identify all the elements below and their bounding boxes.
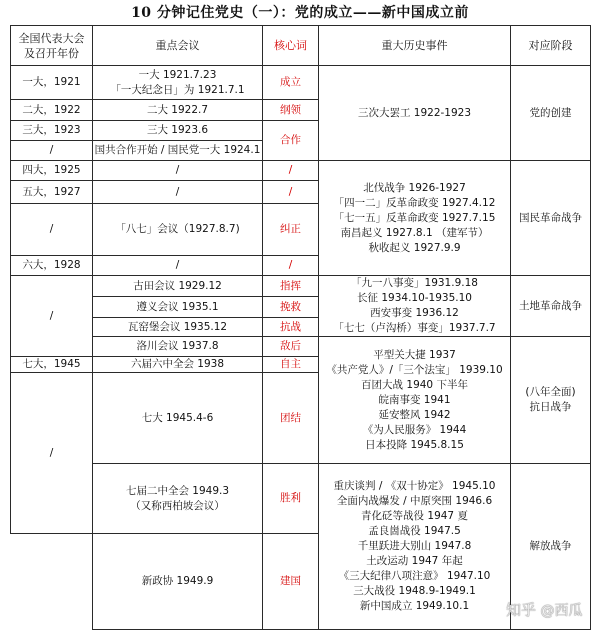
congress-cell-line: 七大，1945 (22, 358, 81, 370)
congress-cell (10, 65, 93, 100)
meeting-cell (92, 140, 263, 161)
event-cell-line: 西安事变 1936.12 (370, 307, 459, 319)
event-cell (318, 463, 511, 630)
event-cell-line: 南昌起义 1927.8.1 （建军节） (340, 226, 489, 239)
meeting-cell-line: 二大 1922.7 (146, 103, 209, 116)
congress-cell-line: 一大，1921 (22, 76, 81, 88)
meeting-cell-line: 六届六中全会 1938 (130, 358, 225, 370)
event-cell (318, 65, 511, 161)
congress-cell (10, 180, 93, 204)
header-cell-line: 核心词 (274, 39, 307, 52)
congress-cell-line: / (49, 446, 54, 459)
congress-cell (10, 203, 93, 256)
meeting-cell (92, 65, 263, 100)
page-title: 10 分钟记住党史（一）：党的成立——新中国成立前 (131, 5, 469, 21)
keyword-cell (262, 533, 319, 630)
meeting-cell (92, 255, 263, 276)
keyword-cell (262, 372, 319, 464)
event-cell-line: 长征 1934.10-1935.10 (357, 292, 472, 304)
congress-cell-line: 四大，1925 (22, 164, 81, 176)
keyword-cell (262, 203, 319, 256)
congress-cell-line: / (49, 309, 54, 322)
stage-cell (510, 160, 591, 276)
meeting-cell (92, 180, 263, 204)
event-cell-line: 三大战役 1948.9-1949.1 (353, 585, 476, 597)
event-cell-line: 「七七（卢沟桥）事变」1937.7.7 (333, 322, 496, 334)
keyword-cell (262, 275, 319, 297)
keyword-cell-line: / (288, 259, 293, 271)
watermark-user: @西瓜 (540, 603, 583, 619)
event-cell-line: 日本投降 1945.8.15 (365, 438, 464, 451)
stage-cell (510, 275, 591, 337)
meeting-cell (92, 463, 263, 534)
header-cell (510, 25, 591, 66)
header-cell-line: 重点会议 (155, 39, 200, 52)
congress-cell (10, 140, 93, 161)
keyword-cell-line: 指挥 (280, 279, 301, 292)
congress-cell (10, 120, 93, 141)
keyword-cell-line: 纲领 (280, 103, 301, 116)
event-cell-line: 重庆谈判 / 《双十协定》 1945.10 (333, 480, 496, 492)
meeting-cell-line: 三大 1923.6 (146, 124, 209, 136)
header-cell-line: 全国代表大会 (18, 31, 85, 45)
event-cell-line: 百团大战 1940 下半年 (361, 378, 468, 391)
congress-cell-line: 二大，1922 (22, 103, 81, 116)
keyword-cell-line: 挽救 (280, 300, 301, 313)
keyword-cell-line: / (288, 164, 293, 176)
meeting-cell-line: 国共合作开始 / 国民党一大 1924.1 (94, 144, 261, 156)
keyword-cell (262, 255, 319, 276)
stage-cell-line: 抗日战争 (529, 401, 572, 413)
keyword-cell-line: 抗战 (280, 320, 301, 333)
meeting-cell (92, 275, 263, 297)
keyword-cell (262, 180, 319, 204)
stage-cell-line: 国民革命战争 (519, 211, 582, 224)
header-cell (262, 25, 319, 66)
meeting-cell-line: 新政协 1949.9 (141, 575, 214, 587)
stage-cell (510, 463, 591, 630)
meeting-cell (92, 533, 263, 630)
congress-cell (10, 372, 93, 534)
meeting-cell-line: 遵义会议 1935.1 (136, 300, 219, 313)
meeting-cell (92, 317, 263, 337)
event-cell-line: 《共产党人》/「三个法宝」 1939.10 (326, 363, 503, 376)
event-cell-line: 全面内战爆发 / 中原突围 1946.6 (336, 495, 493, 507)
keyword-cell (262, 160, 319, 181)
meeting-cell (92, 296, 263, 318)
keyword-cell-line: 成立 (280, 76, 301, 88)
event-cell-line: 三次大罢工 1922-1923 (357, 106, 472, 119)
keyword-cell (262, 99, 319, 121)
event-cell-line: 北伐战争 1926-1927 (363, 181, 466, 194)
meeting-cell-line: 七届二中全会 1949.3 (125, 484, 230, 497)
meeting-cell-line: / (175, 185, 180, 198)
congress-cell-line: 三大，1923 (22, 124, 81, 136)
watermark-site: 知乎 (506, 601, 537, 619)
congress-cell-line: / (49, 223, 54, 235)
meeting-cell-line: 「一大纪念日」为 1921.7.1 (110, 83, 245, 96)
congress-cell (10, 275, 93, 357)
event-cell-line: 《三大纪律八项注意》 1947.10 (338, 570, 491, 582)
event-cell-line: 延安整风 1942 (378, 408, 451, 421)
congress-cell-line: / (49, 144, 54, 156)
event-cell (318, 336, 511, 464)
event-cell-line: 平型关大捷 1937 (373, 348, 456, 361)
keyword-cell (262, 65, 319, 100)
keyword-cell-line: 建国 (280, 575, 301, 587)
event-cell-line: 「七一五」反革命政变 1927.7.15 (333, 211, 496, 224)
keyword-cell-line: 团结 (280, 411, 301, 424)
meeting-cell (92, 203, 263, 256)
meeting-cell-line: 古田会议 1929.12 (133, 279, 222, 292)
event-cell-line: 秋收起义 1927.9.9 (368, 241, 461, 254)
meeting-cell-line: 七大 1945.4-6 (141, 411, 214, 424)
header-cell-line: 对应阶段 (528, 39, 573, 52)
event-cell-line: 新中国成立 1949.10.1 (359, 600, 470, 612)
keyword-cell-line: 敌后 (280, 340, 301, 352)
stage-cell (510, 65, 591, 161)
meeting-cell-line: 一大 1921.7.23 (138, 68, 217, 81)
event-cell-line: 「九一八事变」1931.9.18 (351, 277, 478, 289)
keyword-cell-line: 合作 (280, 134, 301, 146)
congress-cell (10, 99, 93, 121)
keyword-cell (262, 296, 319, 318)
meeting-cell (92, 372, 263, 464)
meeting-cell-line: （又称西柏坡会议） (130, 499, 225, 512)
stage-cell (510, 336, 591, 464)
congress-cell (10, 356, 93, 373)
meeting-cell-line: 洛川会议 1937.8 (136, 340, 219, 352)
meeting-cell (92, 99, 263, 121)
keyword-cell (262, 317, 319, 337)
keyword-cell-line: 纠正 (280, 223, 301, 235)
stage-cell-line: 党的创建 (529, 106, 572, 119)
meeting-cell (92, 120, 263, 141)
meeting-cell-line: / (175, 164, 180, 176)
meeting-cell (92, 356, 263, 373)
header-cell (318, 25, 511, 66)
keyword-cell (262, 336, 319, 357)
event-cell (318, 160, 511, 276)
event-cell-line: 「四一二」反革命政变 1927.4.12 (333, 196, 496, 209)
event-cell-line: 皖南事变 1941 (378, 393, 451, 406)
stage-cell-line: 土地革命战争 (519, 299, 582, 312)
event-cell-line: 《为人民服务》 1944 (362, 423, 467, 436)
congress-cell (10, 255, 93, 276)
congress-cell-line: 六大，1928 (22, 259, 81, 271)
header-cell-line: 及召开年份 (24, 46, 79, 60)
header-cell-line: 重大历史事件 (381, 39, 448, 52)
congress-cell-line: 五大，1927 (22, 185, 81, 198)
event-cell (318, 275, 511, 337)
event-cell-line: 孟良崮战役 1947.5 (368, 525, 461, 537)
header-cell (10, 25, 93, 66)
keyword-cell-line: 自主 (280, 358, 301, 370)
meeting-cell-line: 瓦窑堡会议 1935.12 (127, 320, 228, 333)
event-cell-line: 青化砭等战役 1947 夏 (361, 510, 468, 522)
keyword-cell (262, 356, 319, 373)
meeting-cell-line: 「八七」会议（1927.8.7) (115, 223, 240, 235)
keyword-cell-line: 胜利 (280, 492, 301, 504)
meeting-cell-line: / (175, 259, 180, 271)
congress-cell (10, 160, 93, 181)
meeting-cell (92, 336, 263, 357)
event-cell-line: 土改运动 1947 年起 (366, 555, 463, 567)
event-cell-line: 千里跃进大别山 1947.8 (357, 540, 472, 552)
keyword-cell (262, 120, 319, 161)
stage-cell-line: (八年全面) (525, 386, 576, 398)
stage-cell-line: 解放战争 (529, 540, 572, 552)
header-cell (92, 25, 263, 66)
keyword-cell (262, 463, 319, 534)
meeting-cell (92, 160, 263, 181)
keyword-cell-line: / (288, 185, 293, 198)
